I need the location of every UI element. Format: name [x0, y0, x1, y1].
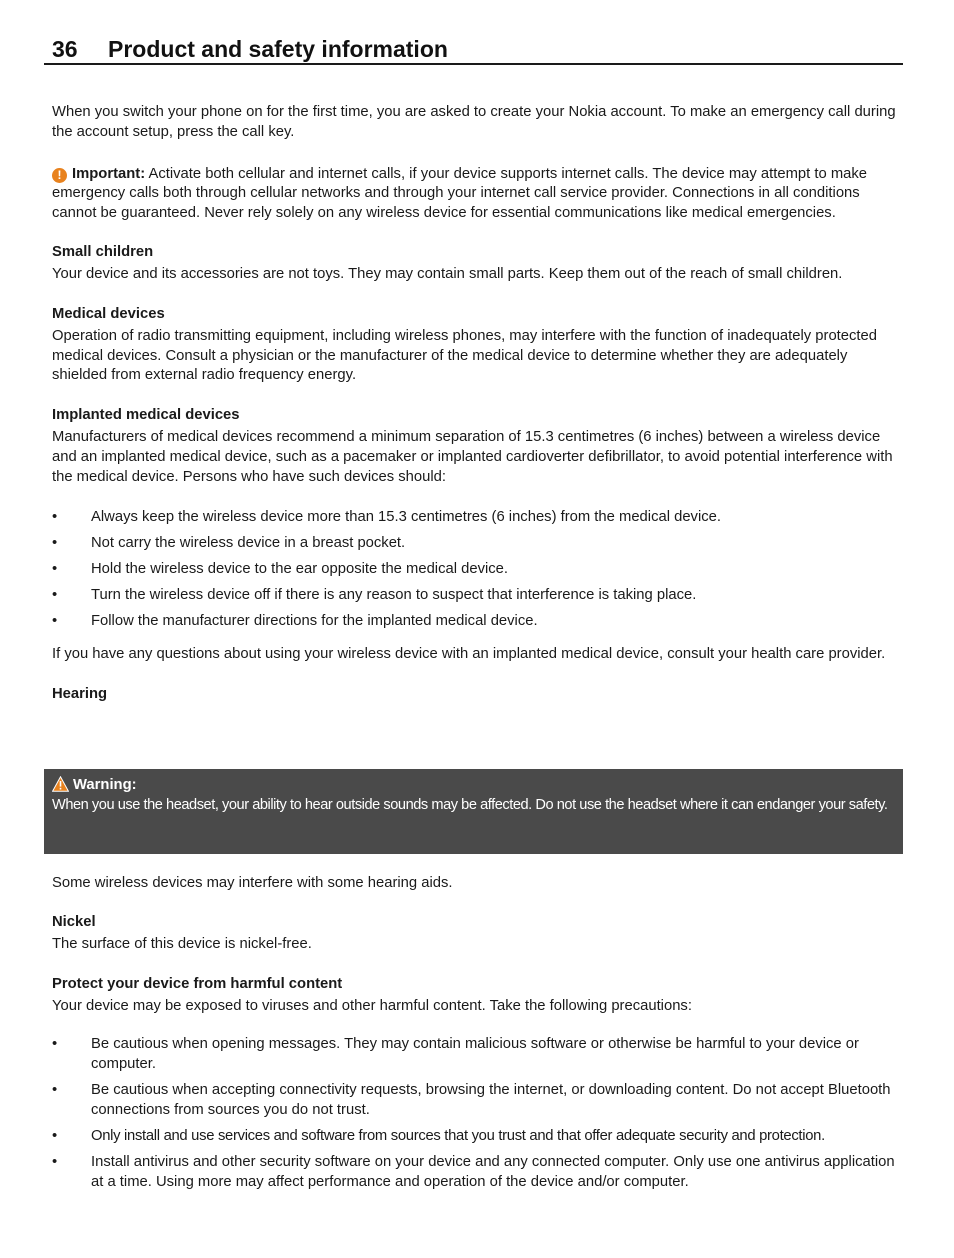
small-children-text: Your device and its accessories are not toys. They may contain small parts. Keep them out of the reach of small children.	[52, 265, 843, 282]
nickel-heading: Nickel	[52, 913, 96, 930]
bullet-marker: •	[52, 1153, 58, 1170]
protect-bullet-list	[52, 1035, 898, 1192]
important-note	[52, 165, 898, 224]
protect-heading: Protect your device from harmful content	[52, 975, 343, 992]
section-medical-devices	[52, 305, 898, 386]
important-text: Activate both cellular and internet calls, if your device supports internet calls. The device may attempt to make emergency calls both through cellular networks and through your internet call service provider. Connections in all conditions cannot be guaranteed. Never rely solely on any wireless device for essential communications like medical emergencies.	[52, 165, 868, 222]
main-content	[52, 103, 898, 704]
page-title: Product and safety information	[108, 36, 448, 62]
important-label: Important:	[72, 165, 146, 182]
page-number: 36	[52, 36, 78, 62]
list-item-text: Be cautious when opening messages. They may contain malicious software or otherwise be harmful to your device or computer.	[91, 1036, 859, 1073]
bullet-marker: •	[52, 586, 58, 603]
implanted-text: Manufacturers of medical devices recommend a minimum separation of 15.3 centimetres (6 inches) between a wireless device and an implanted medical device, such as a pacemaker or implanted cardioverter defibrillator, to avoid potential interference with the medical device. Persons who have such devices should:	[52, 429, 893, 485]
list-item	[52, 560, 898, 580]
list-item-text: Hold the wireless device to the ear opposite the medical device.	[91, 560, 509, 577]
hearing-text: Some wireless devices may interfere with some hearing aids.	[52, 875, 453, 891]
list-item-text: Always keep the wireless device more than 15.3 centimetres (6 inches) from the medical device.	[91, 508, 721, 525]
medical-devices-heading: Medical devices	[52, 305, 165, 322]
protect-text: Your device may be exposed to viruses and other harmful content. Take the following precautions:	[52, 997, 692, 1014]
medical-devices-text: Operation of radio transmitting equipment, including wireless phones, may interfere with the function of inadequately protected medical devices. Consult a physician or the manufacturer of the medical device to determine whether they are adequately shielded from external radio frequency energy.	[52, 327, 877, 384]
list-item-text: Install antivirus and other security software on your device and any connected computer. Only use one antivirus application at a time. Using more may affect performance and operation of the device and/or computer.	[91, 1153, 895, 1190]
list-item	[52, 534, 898, 554]
nickel-text: The surface of this device is nickel-free.	[52, 935, 312, 952]
bullet-marker: •	[52, 1036, 58, 1053]
hearing-heading: Hearing	[52, 686, 108, 703]
list-item-text: Not carry the wireless device in a breast pocket.	[91, 534, 406, 551]
bullet-marker: •	[52, 1127, 57, 1144]
list-item-text: Only install and use services and software from sources that you trust and that offer adequate security and protection.	[91, 1127, 825, 1144]
list-item	[52, 1153, 898, 1193]
important-exclamation-icon: !	[52, 168, 67, 183]
list-item-text: Follow the manufacturer directions for the implanted medical device.	[91, 612, 538, 629]
list-item	[52, 612, 898, 632]
implanted-bullet-list	[52, 508, 898, 632]
section-implanted	[52, 406, 898, 665]
section-protect	[52, 975, 898, 1193]
list-item	[52, 508, 898, 528]
warning-label: Warning:	[73, 777, 137, 793]
page-header	[44, 36, 903, 65]
intro-paragraph: When you switch your phone on for the first time, you are asked to create your Nokia account. To make an emergency call during the account setup, press the call key.	[52, 104, 896, 140]
list-item-text: Turn the wireless device off if there is any reason to suspect that interference is taking place.	[91, 586, 697, 603]
list-item	[52, 1081, 898, 1121]
implanted-closing-text: If you have any questions about using your wireless device with an implanted medical device, consult your health care provider.	[52, 646, 886, 663]
list-item	[52, 1127, 898, 1147]
section-nickel	[52, 913, 898, 955]
bullet-marker: •	[52, 560, 58, 577]
implanted-heading: Implanted medical devices	[52, 407, 240, 424]
warning-title	[52, 775, 137, 795]
bullet-marker: •	[52, 1082, 58, 1099]
list-item	[52, 1035, 898, 1075]
warning-text: When you use the headset, your ability to hear outside sounds may be affected. Do not use the headset where it can endanger your safety.	[52, 797, 888, 813]
small-children-heading: Small children	[52, 243, 154, 260]
warning-box	[44, 769, 903, 854]
list-item	[52, 586, 898, 606]
warning-triangle-icon	[52, 776, 69, 792]
section-small-children	[52, 243, 898, 285]
list-item-text: Be cautious when accepting connectivity requests, browsing the internet, or downloading content. Do not accept Bluetooth connections from sources you do not trust.	[91, 1082, 891, 1118]
bullet-marker: •	[52, 612, 58, 629]
bullet-marker: •	[52, 508, 58, 525]
lower-content	[52, 874, 898, 1199]
bullet-marker: •	[52, 534, 58, 551]
